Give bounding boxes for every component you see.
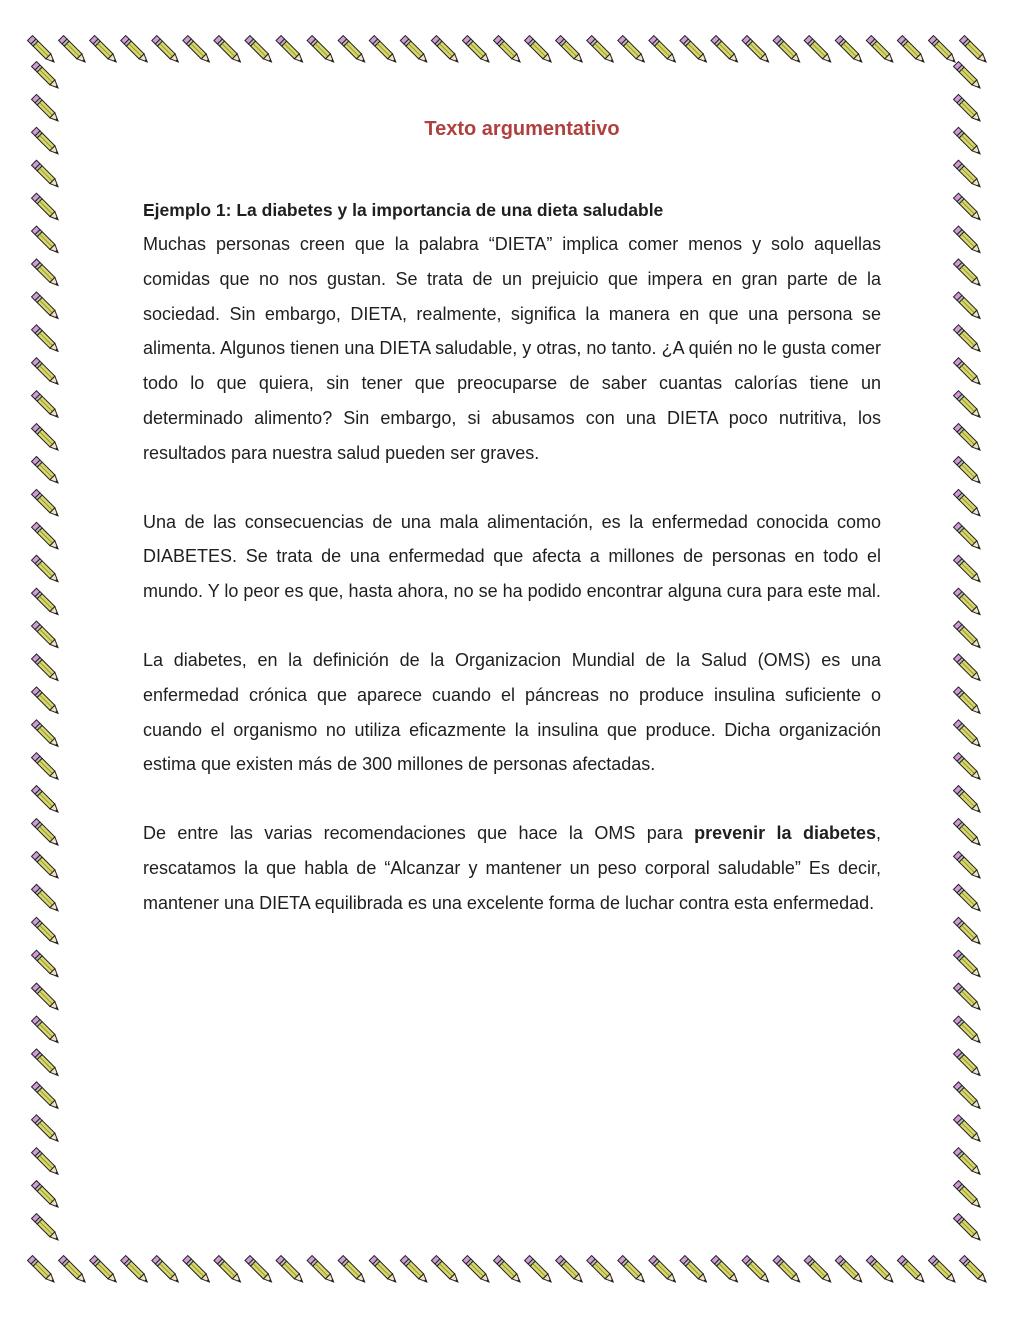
pencil-icon [954,259,983,288]
pencil-icon [954,1016,983,1045]
pencil-icon [556,36,585,65]
pencil-icon [954,1049,983,1078]
pencil-icon [369,1256,398,1285]
pencil-icon [32,588,61,617]
pencil-icon [32,160,61,189]
pencil-icon [32,456,61,485]
pencil-icon [121,1256,150,1285]
pencil-icon [954,654,983,683]
pencil-icon [214,1256,243,1285]
pencil-icon [954,950,983,979]
pencil-icon [338,36,367,65]
pencil-icon [32,819,61,848]
pencil-icon [32,621,61,650]
pencil-icon [152,1256,181,1285]
pencil-icon [32,1082,61,1111]
pencil-icon [431,1256,460,1285]
pencil-icon [276,1256,305,1285]
pencil-icon [32,1148,61,1177]
pencil-icon [804,36,833,65]
paragraph-4-start: De entre las varias recomendaciones que hace la OMS para [143,823,695,844]
pencil-icon [59,36,88,65]
pencil-icon [32,292,61,321]
example-heading: Ejemplo 1: La diabetes y la importancia de una dieta saludable [143,200,664,220]
pencil-icon [954,1115,983,1144]
pencil-icon [32,489,61,518]
pencil-icon [866,36,895,65]
pencil-icon [897,36,926,65]
pencil-icon [954,753,983,782]
pencil-icon [32,127,61,156]
pencil-icon [462,1256,491,1285]
pencil-icon [587,1256,616,1285]
pencil-icon [954,522,983,551]
pencil-icon [954,917,983,946]
pencil-icon [32,193,61,222]
pencil-icon [618,1256,647,1285]
pencil-icon [32,259,61,288]
pencil-icon [835,1256,864,1285]
pencil-icon [954,325,983,354]
pencil-icon [338,1256,367,1285]
pencil-icon [954,786,983,815]
pencil-icon [32,1016,61,1045]
pencil-icon [649,36,678,65]
pencil-icon [960,36,989,65]
pencil-icon [954,391,983,420]
pencil-icon [804,1256,833,1285]
pencil-icon [32,983,61,1012]
pencil-icon [400,36,429,65]
pencil-icon [954,292,983,321]
pencil-icon [954,62,983,91]
pencil-icon [954,127,983,156]
pencil-icon [954,555,983,584]
pencil-icon [32,226,61,255]
pencil-icon [960,1256,989,1285]
pencil-icon [494,36,523,65]
pencil-icon [369,36,398,65]
pencil-icon [773,36,802,65]
pencil-icon [835,36,864,65]
pencil-icon [711,36,740,65]
pencil-icon [32,753,61,782]
pencil-icon [32,1049,61,1078]
pencil-icon [954,621,983,650]
pencil-icon [556,1256,585,1285]
pencil-icon [954,160,983,189]
paragraph-4 [143,816,881,920]
pencil-icon [32,1214,61,1243]
pencil-icon [928,1256,957,1285]
pencil-icon [954,94,983,123]
pencil-icon [954,424,983,453]
pencil-icon [307,36,336,65]
pencil-icon [954,226,983,255]
pencil-icon [954,819,983,848]
pencil-icon [276,36,305,65]
pencil-icon [32,62,61,91]
pencil-icon [954,983,983,1012]
paragraph-4-bold: prevenir la diabetes [694,823,876,844]
paragraph-3: La diabetes, en la definición de la Organizacion Mundial de la Salud (OMS) es una enfermedad crónica que aparece cuando el páncreas no produce insulina suficiente o cuando el organismo no utiliza eficazmente la insulina que produce. Dicha organización estima que existen más de 300 millones de personas afectadas. [143,649,881,775]
pencil-icon [954,720,983,749]
pencil-icon [954,1148,983,1177]
pencil-icon [32,687,61,716]
pencil-icon [711,1256,740,1285]
pencil-icon [183,1256,212,1285]
pencil-icon [649,1256,678,1285]
pencil-icon [32,94,61,123]
pencil-icon [152,36,181,65]
pencil-icon [32,358,61,387]
pencil-icon [121,36,150,65]
pencil-icon [32,1115,61,1144]
pencil-icon [32,884,61,913]
pencil-icon [32,424,61,453]
pencil-icon [954,489,983,518]
pencil-icon [28,36,57,65]
pencil-icon [954,851,983,880]
pencil-icon [494,1256,523,1285]
pencil-icon [618,36,647,65]
paragraph-1: Muchas personas creen que la palabra “DIETA” implica comer menos y solo aquellas comidas que no nos gustan. Se trata de un prejuicio que impera en gran parte de la sociedad. Sin embargo, DIETA, realmente, significa la manera en que una persona se alimenta. Algunos tienen una DIETA saludable, y otras, no tanto. ¿A quién no le gusta comer todo lo que quiera, sin tener que preocuparse de saber cuantas calorías tiene un determinado alimento? Sin embargo, si abusamos con una DIETA poco nutritiva, los resultados para nuestra salud pueden ser graves. [143,234,881,463]
document-body [143,118,881,955]
pencil-icon [680,36,709,65]
pencil-icon [742,1256,771,1285]
pencil-icon [954,1082,983,1111]
pencil-icon [32,917,61,946]
pencil-icon [525,1256,554,1285]
pencil-icon [32,851,61,880]
pencil-icon [32,391,61,420]
pencil-icon [32,654,61,683]
pencil-icon [587,36,616,65]
pencil-icon [307,1256,336,1285]
paragraph-4-end: , rescatamos la que habla de “Alcanzar y mantener un peso corporal saludable” Es decir, mantener una DIETA equilibrada es una excelente forma de luchar contra esta enfermedad. [143,823,881,913]
pencil-icon [954,456,983,485]
pencil-icon [897,1256,926,1285]
pencil-icon [90,36,119,65]
pencil-icon [742,36,771,65]
pencil-icon [245,36,274,65]
pencil-icon [680,1256,709,1285]
pencil-icon [928,36,957,65]
pencil-icon [954,1214,983,1243]
paragraph-2: Una de las consecuencias de una mala alimentación, es la enfermedad conocida como DIABETES. Se trata de una enfermedad que afecta a millones de personas en todo el mundo. Y lo peor es que, hasta ahora, no se ha podido encontrar alguna cura para este mal. [143,511,881,602]
pencil-icon [954,193,983,222]
page-title: Texto argumentativo [424,118,620,140]
pencil-icon [954,358,983,387]
pencil-icon [245,1256,274,1285]
pencil-icon [214,36,243,65]
pencil-icon [462,36,491,65]
pencil-icon [32,786,61,815]
pencil-icon [431,36,460,65]
pencil-icon [183,36,212,65]
pencil-icon [32,522,61,551]
pencil-icon [954,588,983,617]
pencil-icon [954,1181,983,1210]
pencil-icon [32,720,61,749]
pencil-icon [32,1181,61,1210]
pencil-icon [954,884,983,913]
pencil-icon [32,950,61,979]
pencil-icon [59,1256,88,1285]
pencil-icon [90,1256,119,1285]
pencil-icon [32,555,61,584]
pencil-icon [525,36,554,65]
pencil-icon [954,687,983,716]
pencil-icon [400,1256,429,1285]
pencil-icon [773,1256,802,1285]
pencil-icon [32,325,61,354]
pencil-icon [28,1256,57,1285]
pencil-icon [866,1256,895,1285]
